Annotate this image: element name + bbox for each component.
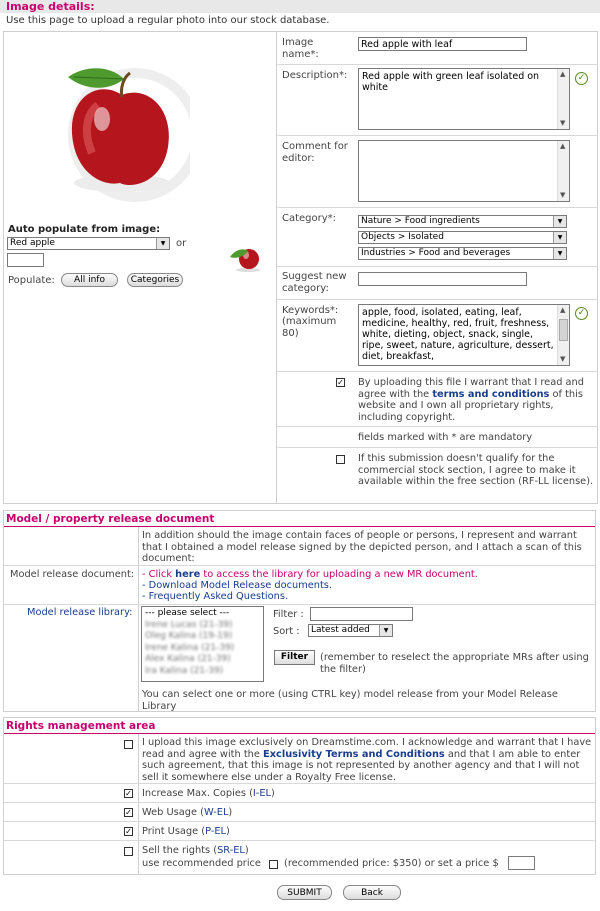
exclusive-checkbox[interactable] bbox=[124, 740, 133, 749]
scroll-thumb[interactable] bbox=[559, 319, 568, 341]
row-divider bbox=[277, 266, 598, 267]
web-usage-checkbox[interactable]: ✓ bbox=[125, 808, 132, 817]
terms-link[interactable]: terms and conditions bbox=[432, 388, 550, 400]
category-select-1-value: Nature > Food ingredients bbox=[361, 216, 480, 226]
description-textarea[interactable] bbox=[358, 68, 570, 130]
use-recommended-label: use recommended price bbox=[142, 858, 261, 869]
auto-populate-select[interactable] bbox=[7, 237, 170, 250]
filter-button[interactable]: Filter bbox=[274, 650, 315, 665]
suggest-category-label: Suggest new category: bbox=[282, 271, 347, 294]
row-divider bbox=[277, 426, 598, 427]
row-divider bbox=[277, 207, 598, 208]
download-mr-link[interactable]: - Download Model Release documents. bbox=[142, 580, 333, 591]
print-code-link[interactable]: P-EL bbox=[205, 826, 227, 837]
image-id-input[interactable] bbox=[7, 253, 44, 267]
row-divider bbox=[277, 64, 598, 65]
model-release-listbox[interactable] bbox=[141, 606, 264, 682]
listbox-option[interactable]: Ira Kalina (21-39) bbox=[145, 665, 224, 676]
listbox-option[interactable]: Oleg Kalina (19-19) bbox=[145, 631, 233, 641]
scroll-up-icon[interactable]: ▲ bbox=[560, 306, 566, 314]
sort-select[interactable] bbox=[308, 624, 393, 637]
scroll-up-icon[interactable]: ▲ bbox=[560, 70, 566, 78]
category-select-3-value: Industries > Food and beverages bbox=[361, 248, 511, 258]
terms-text-2: of this website and I own all proprietary rights, including copyright. bbox=[358, 388, 583, 423]
keywords-label: Keywords*: bbox=[282, 305, 339, 316]
scrollbar[interactable] bbox=[557, 305, 569, 365]
keywords-max-note: (maximum 80) bbox=[282, 316, 337, 339]
terms-text bbox=[358, 377, 594, 423]
increase-label-text: Increase Max. Copies ( bbox=[142, 788, 253, 799]
chevron-down-icon: ▼ bbox=[379, 625, 392, 636]
submit-button[interactable]: SUBMIT bbox=[277, 885, 332, 900]
category-label: Category*: bbox=[282, 213, 337, 224]
faq-link[interactable]: - Frequently Asked Questions. bbox=[142, 591, 289, 602]
close-paren: ) bbox=[244, 845, 249, 856]
click-suffix: to access the library for uploading a new MR document. bbox=[203, 569, 478, 580]
populate-label: Populate: bbox=[8, 275, 55, 286]
print-label-text: Print Usage ( bbox=[142, 826, 206, 837]
free-section-text: If this submission doesn't qualify for the commercial stock section, I agree to make it available within the free section (RF-LL license). bbox=[358, 453, 594, 487]
increase-copies-label bbox=[142, 788, 275, 800]
web-usage-label bbox=[142, 807, 232, 819]
categories-button[interactable]: Categories bbox=[127, 273, 183, 287]
all-info-button[interactable]: All info bbox=[61, 273, 118, 287]
chevron-down-icon: ▼ bbox=[553, 248, 566, 259]
free-section-checkbox[interactable] bbox=[336, 455, 345, 464]
apple-thumbnail bbox=[224, 243, 262, 273]
description-label: Description*: bbox=[282, 70, 348, 81]
image-name-input[interactable] bbox=[358, 37, 527, 51]
row-divider bbox=[4, 604, 595, 605]
check-ok-icon: ✓ bbox=[575, 307, 588, 320]
exclusive-text bbox=[142, 737, 594, 783]
scroll-down-icon[interactable]: ▼ bbox=[560, 355, 566, 363]
here-link[interactable]: here bbox=[175, 569, 201, 580]
close-paren: ) bbox=[270, 788, 275, 799]
section-underline bbox=[4, 733, 595, 734]
chevron-down-icon: ▼ bbox=[553, 216, 566, 227]
row-divider bbox=[4, 821, 595, 822]
comment-textarea[interactable] bbox=[358, 140, 570, 202]
listbox-option[interactable]: Irene Lucas (21-39) bbox=[145, 619, 233, 630]
section-underline bbox=[4, 526, 595, 527]
terms-text-1: By uploading this file I warrant that I read and agree with the bbox=[358, 377, 584, 400]
recommended-price-note: (recommended price: $350) or set a price $ bbox=[284, 858, 499, 869]
scroll-up-icon[interactable]: ▲ bbox=[560, 142, 566, 150]
close-paren: ) bbox=[226, 826, 230, 837]
row-divider bbox=[277, 299, 598, 300]
print-usage-label bbox=[142, 826, 230, 838]
row-divider bbox=[277, 447, 598, 448]
sell-code-link[interactable]: SR-EL bbox=[217, 845, 245, 856]
increase-copies-checkbox[interactable]: ✓ bbox=[125, 789, 132, 798]
sell-rights-checkbox[interactable] bbox=[124, 847, 133, 856]
chevron-down-icon: ▼ bbox=[156, 238, 169, 249]
rights-title: Rights management area bbox=[6, 720, 156, 732]
comment-label: Comment for editor: bbox=[282, 141, 348, 164]
image-preview bbox=[40, 55, 190, 205]
auto-populate-label: Auto populate from image: bbox=[8, 224, 161, 235]
exclusivity-terms-link[interactable]: Exclusivity Terms and Conditions bbox=[263, 748, 445, 760]
row-divider bbox=[4, 565, 595, 566]
click-here-line bbox=[142, 569, 478, 581]
scrollbar[interactable] bbox=[557, 141, 569, 201]
row-divider bbox=[4, 802, 595, 803]
row-divider bbox=[277, 371, 598, 372]
sort-select-value: Latest added bbox=[311, 625, 370, 635]
mandatory-note: fields marked with * are mandatory bbox=[358, 432, 533, 443]
model-release-intro: In addition should the image contain faces of people or persons, I represent and warrant that I obtained a model release signed by the depicted person, and I attach a scan of this document: bbox=[142, 530, 582, 564]
filter-label: Filter : bbox=[273, 609, 304, 620]
sort-label: Sort : bbox=[273, 626, 300, 637]
row-divider bbox=[4, 840, 595, 841]
category-select-3[interactable] bbox=[358, 247, 567, 260]
column-divider bbox=[138, 527, 139, 712]
keywords-text: apple, food, isolated, eating, leaf, medicine, healthy, red, fruit, freshness, white, dieting, object, snack, single, ripe, sweet, nature, agriculture, dessert, diet, breakfast, bbox=[362, 307, 554, 362]
column-divider bbox=[138, 734, 139, 875]
image-name-label: Image name*: bbox=[282, 37, 319, 60]
suggest-category-input[interactable] bbox=[358, 272, 527, 286]
click-prefix: - Click bbox=[142, 569, 172, 580]
listbox-option[interactable]: Alex Kalina (21-39) bbox=[145, 654, 231, 664]
or-text: or bbox=[176, 238, 187, 249]
filter-note: (remember to reselect the appropriate MRs after using the filter) bbox=[320, 652, 589, 675]
print-usage-checkbox[interactable]: ✓ bbox=[125, 827, 132, 836]
page-intro: Use this page to upload a regular photo into our stock database. bbox=[6, 15, 330, 26]
filter-input[interactable] bbox=[310, 607, 413, 621]
model-release-title: Model / property release document bbox=[6, 513, 215, 525]
sell-label-text: Sell the rights ( bbox=[142, 845, 218, 856]
listbox-option[interactable]: Irene Kalina (21-39) bbox=[145, 642, 235, 653]
category-select-2[interactable] bbox=[358, 231, 567, 244]
chevron-down-icon: ▼ bbox=[553, 232, 566, 243]
use-recommended-checkbox[interactable] bbox=[269, 860, 278, 869]
column-divider bbox=[276, 31, 277, 504]
row-divider bbox=[4, 783, 595, 784]
close-paren: ) bbox=[228, 807, 233, 818]
keywords-textarea[interactable] bbox=[358, 304, 570, 366]
price-input[interactable] bbox=[508, 856, 535, 870]
model-release-library-label: Model release library: bbox=[27, 607, 133, 618]
exclusive-text-1: I upload this image exclusively on Dreamstime.com. I acknowledge and warrant that I have read and agree with the bbox=[142, 737, 592, 760]
scroll-down-icon[interactable]: ▼ bbox=[560, 191, 566, 199]
scroll-down-icon[interactable]: ▼ bbox=[560, 119, 566, 127]
web-label-text: Web Usage ( bbox=[142, 807, 204, 818]
description-text: Red apple with green leaf isolated on white bbox=[362, 71, 540, 93]
scrollbar[interactable] bbox=[557, 69, 569, 129]
row-divider bbox=[277, 135, 598, 136]
listbox-option[interactable]: --- please select --- bbox=[145, 608, 230, 618]
select-note: You can select one or more (using CTRL key) model release from your Model Release Library bbox=[142, 689, 558, 712]
check-ok-icon: ✓ bbox=[575, 72, 588, 85]
model-release-document-label: Model release document: bbox=[10, 569, 135, 580]
sell-rights-label bbox=[142, 845, 249, 857]
category-select-1[interactable] bbox=[358, 215, 567, 228]
category-select-2-value: Objects > Isolated bbox=[361, 232, 444, 242]
auto-populate-select-value: Red apple bbox=[10, 238, 55, 248]
web-code-link[interactable]: W-EL bbox=[203, 807, 229, 818]
terms-checkbox[interactable]: ✓ bbox=[337, 378, 344, 387]
back-button[interactable]: Back bbox=[343, 885, 401, 900]
page-title: Image details: bbox=[6, 0, 95, 13]
exclusive-text-2: and that I am able to enter such agreement, that this image is not represented by another agency and that I will not sell it somewhere else under a Royalty Free license. bbox=[142, 748, 581, 783]
increase-code-link[interactable]: I-EL bbox=[252, 788, 271, 799]
